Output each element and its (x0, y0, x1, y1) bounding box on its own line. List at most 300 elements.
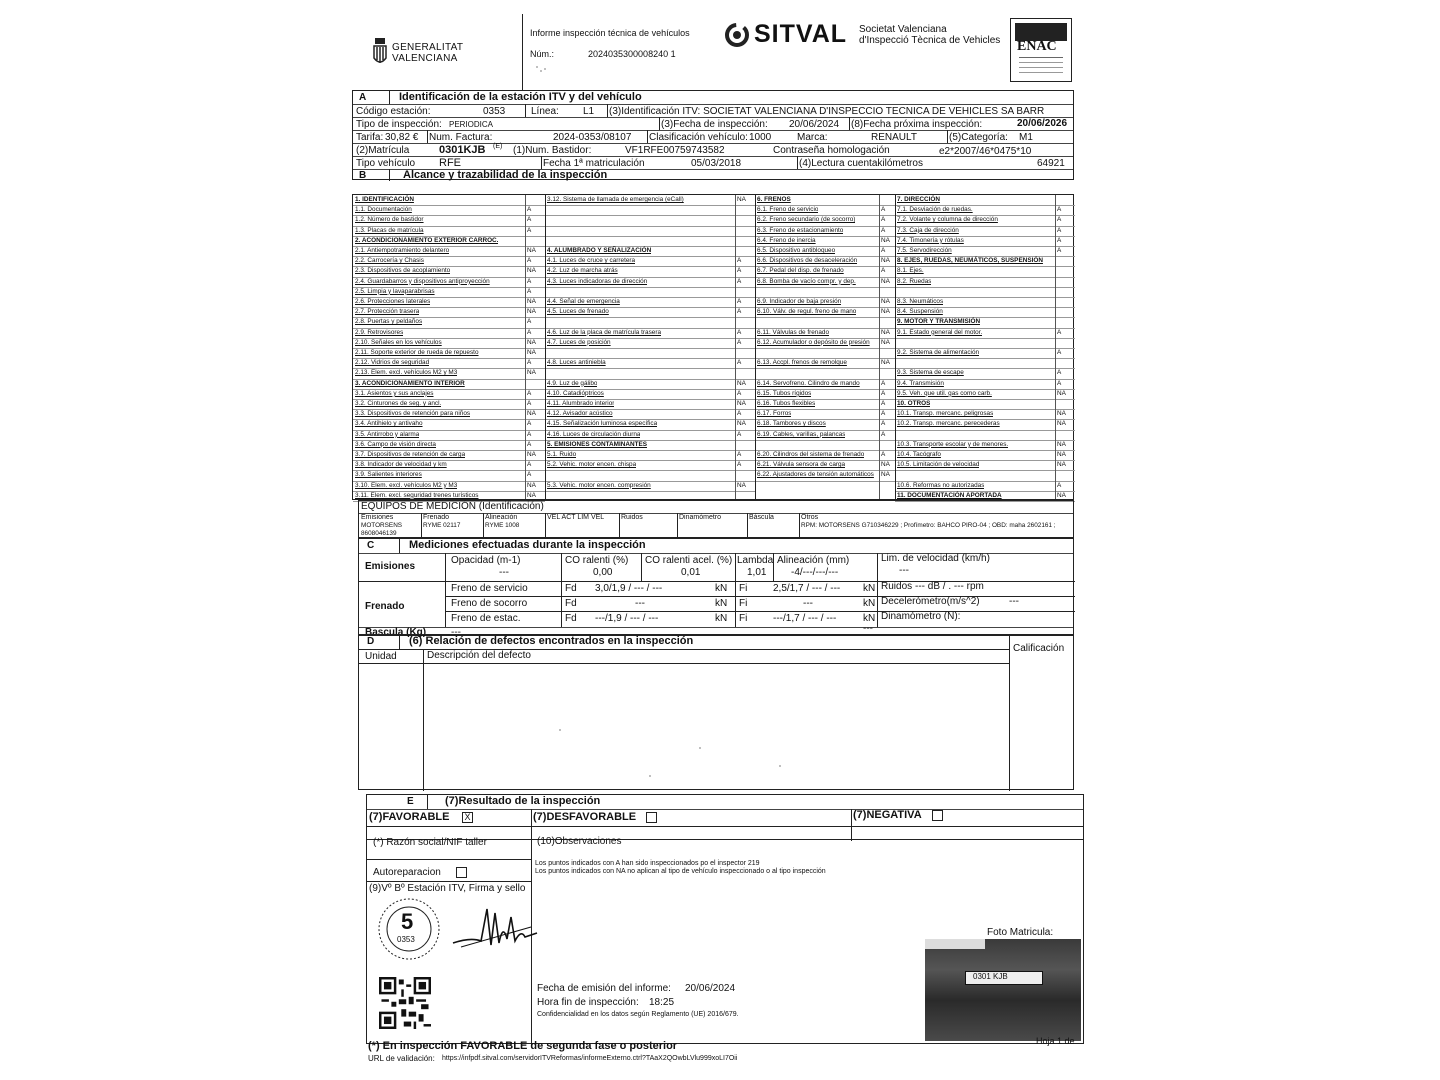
tipo-inspeccion: PERIODICA (449, 120, 494, 129)
checklist-item-label: 6.3. Freno de estacionamiento (757, 226, 844, 234)
checklist-item-label: 10.3. Transporte escolar y de menores. (897, 440, 1009, 448)
checklist-item-status: A (527, 471, 532, 479)
clasificacion-label: Clasificación vehículo: (649, 132, 748, 143)
checklist-item-label: 6.9. Indicador de baja presión (757, 298, 842, 305)
razon-social-label: (*) Razón social/NIF taller (373, 837, 487, 848)
checklist-item-status: A (881, 389, 886, 397)
checklist-item-label: 2.4. Guardabarros y dispositivos antiproyección (355, 277, 490, 285)
fecha-matriculacion-label: Fecha 1ª matriculación (543, 158, 645, 169)
favorable-checkbox[interactable]: X (462, 812, 473, 823)
checklist-item-status: A (881, 226, 886, 234)
checklist-status-divider (525, 195, 526, 499)
checklist-item-status: NA (527, 410, 536, 418)
fecha-emision: 20/06/2024 (685, 983, 736, 994)
checklist-item-status: A (737, 410, 742, 418)
categoria-label: (5)Categoría: (949, 132, 1008, 143)
checklist-item-label: 6.2. Freno secundario (de socorro) (757, 216, 856, 224)
checklist-col-2 (545, 195, 755, 499)
checklist-item-label: 3.6. Campo de visión directa (355, 440, 436, 448)
confidencialidad-note: Confidencialidad en los datos según Reglamento (UE) 2016/679. (537, 1011, 739, 1018)
section-a-title: Identificación de la estación ITV y del vehículo (399, 91, 642, 103)
checklist-item-status: A (881, 379, 886, 387)
codigo-estacion-label: Código estación: (356, 106, 431, 117)
checklist-item-label: 1.1. Documentación (355, 206, 412, 214)
checklist-column-divider (895, 195, 896, 499)
checklist-item-label: 3.4. Antihielo y antivaho (355, 420, 423, 428)
checklist-item-status: NA (1057, 420, 1066, 428)
checklist-row-line (545, 236, 755, 237)
freno-servicio-fd: 3,0/1,9 / --- / --- (595, 583, 663, 594)
checklist-item-status: A (527, 257, 532, 265)
checklist-row-line (545, 215, 755, 216)
checklist-item-status: A (527, 287, 532, 295)
generalitat-emblem-icon (372, 36, 388, 68)
checklist-item-label: 4.11. Alumbrado interior (547, 400, 615, 407)
stamp-code: 0353 (397, 935, 415, 944)
report-number: 2024035300008240 1 (588, 49, 676, 59)
checklist-item-status: A (1057, 349, 1062, 356)
equipos-emisiones-value-1: MOTORSENS (361, 522, 403, 529)
checklist-item-label: 2.3. Dispositivos de acoplamiento (355, 267, 451, 275)
checklist-item-status: A (1057, 216, 1062, 224)
section-c (358, 538, 1074, 636)
freno-estac-fi-unit: kN (863, 613, 876, 624)
freno-estac-fd-unit: kN (715, 613, 728, 624)
tipo-vehiculo: RFE (439, 157, 461, 169)
checklist-item-label: 3.12. Sistema de llamada de emergencia (eCall) (547, 196, 684, 203)
checklist-item-label: 10.4. Tacógrafo (897, 451, 941, 458)
lim-velocidad-label: Lim. de velocidad (km/h) (881, 553, 990, 564)
sitval-name-line2: d'Inspecció Tècnica de Vehicles (859, 35, 1001, 46)
defectos-descripcion-label: Descripción del defecto (427, 650, 531, 661)
tipo-vehiculo-label: Tipo vehículo (356, 158, 416, 169)
opacidad-label: Opacidad (m-1) (451, 555, 521, 566)
generalitat-name-line2: VALENCIANA (392, 53, 458, 64)
checklist-item-label: 4.5. Luces de frenado (547, 308, 609, 316)
checklist-item-label: 3.7. Dispositivos de retención de carga (355, 451, 466, 458)
vb-label: (9)Vº Bº Estación ITV, Firma y sello (369, 883, 526, 894)
checklist-item-status: A (1057, 247, 1062, 254)
checklist-item-status: A (737, 277, 742, 285)
generalitat-logo (372, 36, 492, 70)
freno-socorro-fi: --- (803, 598, 813, 609)
ruidos: --- dB / . --- rpm (915, 581, 984, 592)
checklist-item-status: A (881, 247, 886, 254)
checklist-item-label: 2.9. Retrovisores (355, 328, 404, 336)
checklist-item-label: 10.5. Limitación de velocidad (897, 461, 980, 469)
checklist-item-status: NA (1057, 410, 1066, 418)
ruidos-label: Ruidos (881, 581, 913, 592)
checklist-item-status: NA (1057, 451, 1066, 458)
checklist-col-3 (755, 195, 895, 499)
generalitat-name-line1: GENERALITAT (392, 42, 464, 53)
alineacion: -4/---/---/--- (791, 567, 839, 578)
equipos-title: EQUIPOS DE MEDICIÓN (Identificación) (361, 501, 544, 512)
checklist-item-label: 6.22. Ajustadores de tensión automáticos (757, 471, 874, 479)
checklist-item-status: NA (881, 338, 890, 346)
checklist-item-status: NA (881, 461, 890, 469)
checklist-item-status: NA (881, 277, 890, 285)
checklist-item-status: NA (881, 308, 890, 316)
checklist-item-label: 6.16. Tubos flexibles (757, 400, 816, 407)
checklist-item-label: 4.16. Luces de circulación diurna (547, 430, 641, 438)
freno-servicio-label: Freno de servicio (451, 583, 528, 594)
equipos-emisiones-value-2: 8608046139 (361, 530, 397, 537)
checklist-item-status: NA (527, 267, 536, 275)
autoreparacion-checkbox[interactable] (456, 867, 467, 878)
observaciones-label: (10)Observaciones (537, 836, 622, 847)
equipos-alineacion-value: RYME 1008 (485, 522, 520, 529)
linea-label: Línea: (531, 106, 559, 117)
equipos-otros-label: Otros (801, 514, 819, 521)
checklist-item-label: 5.3. Vehic. motor encen. compresión (547, 481, 651, 489)
equipos-medicion (358, 500, 1074, 538)
checklist-item-status: A (737, 430, 742, 438)
checklist-item-label: 9.4. Transmisión (897, 379, 944, 387)
observaciones-line2: Los puntos indicados con NA no aplican al tipo de vehículo inspeccionado o al tipo inspección (535, 868, 826, 875)
checklist-item-label: 8.1. Ejes. (897, 267, 924, 275)
checklist-row-line (755, 481, 895, 482)
categoria: M1 (1019, 132, 1033, 143)
checklist-item-status: NA (527, 491, 536, 499)
plate-photo (925, 939, 1081, 1041)
checklist-item-label: 6.20. Cilindros del sistema de frenado (757, 451, 865, 458)
bastidor: VF1RFE00759743582 (625, 145, 725, 156)
tarifa: 30,82 € (385, 132, 419, 143)
checklist-status-divider (735, 195, 736, 499)
checklist-item-label: 2.7. Protección trasera (355, 308, 420, 316)
checklist-item-status: A (881, 420, 886, 428)
marca-label: Marca: (797, 132, 828, 143)
page-number: Hoja 1 de (1036, 1036, 1075, 1046)
freno-servicio-fd-unit: kN (715, 583, 728, 594)
checklist-item-label: 6.4. Freno de inercia (757, 236, 816, 244)
lambda-label: Lambda (737, 555, 774, 566)
freno-estac-label: Freno de estac. (451, 613, 521, 624)
checklist-item-label: 4. ALUMBRADO Y SEÑALIZACIÓN (547, 247, 652, 254)
signature-icon (451, 903, 541, 953)
checklist-row-line (755, 368, 895, 369)
checklist-item-label: 4.7. Luces de posición (547, 338, 611, 346)
checklist-item-status: A (881, 430, 886, 438)
checklist-item-label: 6.13. Accpl. frenos de remolque (757, 359, 847, 367)
bascula: --- (451, 627, 461, 638)
checklist-item-label: 6. FRENOS (757, 196, 791, 203)
freno-socorro-label: Freno de socorro (451, 598, 528, 609)
contrasena: e2*2007/46*0475*10 (939, 146, 1032, 157)
frenado-label: Frenado (365, 601, 405, 612)
checklist-status-divider (1055, 195, 1056, 499)
checklist-item-status: A (527, 430, 532, 438)
checklist-item-label: 3. ACONDICIONAMIENTO INTERIOR (355, 379, 465, 387)
checklist-item-status: NA (527, 298, 536, 305)
checklist-item-status: A (737, 451, 742, 458)
checklist-item-status: NA (881, 471, 890, 479)
checklist-item-label: 7.4. Timonería y rótulas (897, 236, 964, 244)
section-a-letter: A (359, 92, 367, 103)
checklist-item-status: A (527, 216, 532, 224)
checklist-item-label: 5.2. Vehic. motor encen. chispa (547, 461, 637, 469)
clasificacion: 1000 (749, 132, 772, 143)
alineacion-label: Alineación (mm) (777, 555, 850, 566)
matricula-suffix: (E) (493, 143, 503, 150)
freno-socorro-fd-unit: kN (715, 598, 728, 609)
checklist-item-label: 2.8. Puertas y peldaños (355, 318, 423, 326)
qr-code-icon (379, 977, 431, 1029)
checklist-item-label: 3.5. Antirrobo y alarma (355, 430, 420, 438)
foto-matricula-label: Foto Matricula: (987, 927, 1054, 938)
checklist-item-label: 7. DIRECCIÓN (897, 196, 940, 203)
checklist-item-status: NA (881, 359, 890, 367)
checklist-item-status: NA (881, 236, 890, 244)
checklist-item-label: 7.3. Caja de dirección (897, 226, 959, 234)
checklist-item-label: 6.8. Bomba de vacío compr. y dep. (757, 277, 856, 285)
inspection-report-page (348, 14, 1086, 1066)
checklist-item-label: 8.4. Suspensión (897, 308, 943, 316)
plate-photo-text: 0301 KJB (973, 972, 1008, 981)
freno-socorro-fi-unit: kN (863, 598, 876, 609)
checklist-item-label: 4.3. Luces indicadoras de dirección (547, 277, 648, 285)
checklist-item-label: 6.18. Tambores y discos (757, 420, 826, 428)
fecha-matriculacion: 05/03/2018 (691, 158, 742, 169)
report-number-label: Núm.: (530, 49, 555, 59)
desfavorable-checkbox[interactable] (646, 812, 657, 823)
tarifa-label: Tarifa: (356, 132, 384, 143)
checklist-item-status: NA (737, 420, 746, 428)
checklist-item-status: A (527, 440, 532, 448)
checklist-row-line (545, 205, 755, 206)
hora-fin-label: Hora fin de inspección: (537, 997, 639, 1008)
checklist-row-line (545, 317, 755, 318)
checklist-item-label: 5. EMISIONES CONTAMINANTES (547, 440, 648, 448)
section-e-title: (7)Resultado de la inspección (445, 795, 601, 807)
checklist-item-label: 2.10. Señales en los vehículos (355, 338, 442, 346)
fecha-inspeccion-label: (3)Fecha de inspección: (661, 119, 768, 130)
checklist-item-label: 2.12. Vidrios de seguridad (355, 359, 430, 367)
emisiones-label: Emisiones (365, 561, 416, 572)
checklist-row-line (895, 358, 1075, 359)
checklist-item-label: 10.1. Transp. mercanc. peligrosas (897, 410, 994, 418)
checklist-item-label: 3.1. Asientos y sus anclajes (355, 389, 434, 397)
checklist-item-status: A (737, 267, 742, 275)
section-b-title: Alcance y trazabilidad de la inspección (403, 169, 608, 181)
checklist-item-status: NA (1057, 491, 1066, 499)
checklist-item-status: NA (737, 379, 746, 387)
identificacion-itv: (3)Identificación ITV: SOCIETAT VALENCIANA D'INSPECCIO TECNICA DE VEHICLES SA BARR (609, 106, 1045, 117)
section-d-letter: D (367, 636, 375, 647)
checklist-item-label: 10. OTROS (897, 400, 931, 407)
num-factura-label: Num. Factura: (429, 132, 493, 143)
checklist-item-label: 8. EJES, RUEDAS, NEUMÁTICOS, SUSPENSIÓN (897, 257, 1043, 265)
checklist-row-line (895, 287, 1075, 288)
checklist-item-label: 4.9. Luz de gálibo (547, 379, 598, 387)
checklist-item-label: 2.6. Protecciones laterales (355, 298, 431, 305)
observaciones-line1: Los puntos indicados con A han sido inspeccionados po el inspector 219 (535, 860, 760, 867)
freno-socorro-fd: --- (635, 598, 645, 609)
checklist-row-line (545, 368, 755, 369)
checklist-item-status: A (527, 318, 532, 326)
checklist-item-status: A (1057, 328, 1062, 336)
checklist-item-status: A (527, 461, 532, 469)
tipo-inspeccion-label: Tipo de inspección: (356, 119, 442, 130)
decelerometro-label: Decelerómetro(m/s^2) (881, 596, 980, 607)
equipos-vel-label: VEL ACT LIM VEL (547, 514, 605, 521)
checklist-item-status: NA (527, 451, 536, 458)
checklist-item-label: 10.2. Transp. mercanc. perecederas (897, 420, 1000, 428)
bascula-label: Bascula (Kg) (365, 627, 427, 638)
checklist-item-status: NA (527, 349, 536, 356)
checklist-item-status: NA (527, 369, 536, 377)
checklist-item-status: A (527, 359, 532, 367)
negativa-label: (7)NEGATIVA (853, 809, 922, 821)
codigo-estacion: 0353 (483, 106, 506, 117)
negativa-checkbox[interactable] (932, 810, 943, 821)
checklist-item-status: A (1057, 369, 1062, 377)
contrasena-label: Contraseña homologación (773, 145, 890, 156)
equipos-otros-value: RPM: MOTORSENS G710346229 ; Profímetro: BAHCO PIRO-04 ; OBD: maha 2602161 ; (801, 522, 1056, 529)
checklist-item-label: 1.3. Placas de matrícula (355, 226, 424, 234)
section-b-grid (352, 194, 1074, 500)
bastidor-label: (1)Num. Bastidor: (513, 145, 592, 156)
checklist-item-status: NA (881, 298, 890, 305)
matricula: 0301KJB (439, 144, 486, 156)
checklist-item-label: 4.8. Luces antiniebla (547, 359, 606, 367)
freno-estac-fd-label: Fd (565, 613, 577, 624)
marca: RENAULT (871, 132, 917, 143)
report-title: Informe inspección técnica de vehículos (530, 28, 690, 38)
checklist-row-line (545, 470, 755, 471)
equipos-frenado-label: Frenado (423, 514, 450, 521)
checklist-item-status: NA (881, 257, 890, 265)
checklist-row-line (895, 430, 1075, 431)
defectos-calificacion-label: Calificación (1013, 643, 1065, 654)
freno-estac-fi-label: Fi (739, 613, 748, 624)
checklist-column-divider (545, 195, 546, 499)
checklist-item-status: NA (881, 328, 890, 336)
freno-servicio-fi-unit: kN (863, 583, 876, 594)
checklist-item-label: 8.3. Neumáticos (897, 298, 944, 305)
checklist-item-status: A (881, 216, 886, 224)
equipos-frenado-value: RYME 02117 (423, 522, 461, 529)
checklist-item-label: 3.11. Elem. excl. seguridad trenes turísticos (355, 491, 479, 499)
checklist-item-label: 6.10. Válv. de regul. freno de mano (757, 308, 857, 316)
checklist-item-status: A (881, 206, 886, 214)
equipos-bascula-label: Báscula (749, 514, 774, 521)
lambda: 1,01 (747, 567, 767, 578)
freno-servicio-fd-label: Fd (565, 583, 577, 594)
sitval-ring-icon (724, 22, 750, 48)
checklist-item-label: 4.2. Luz de marcha atrás (547, 267, 618, 275)
checklist-row-line (895, 470, 1075, 471)
checklist-item-status: A (1057, 379, 1062, 387)
checklist-item-status: A (527, 206, 532, 214)
checklist-item-label: 9.1. Estado general del motor. (897, 328, 983, 336)
checklist-item-label: 4.10. Catadióptricos (547, 389, 604, 397)
checklist-item-label: 3.3. Dispositivos de retención para niños (355, 410, 471, 418)
section-b-letter: B (359, 170, 367, 181)
section-c-title: Mediciones efectuadas durante la inspección (409, 539, 646, 551)
stamp-number: 5 (401, 909, 414, 934)
checklist-item-label: 6.19. Cables, varillas, palancas (757, 430, 846, 438)
validation-url-label: URL de validación: (368, 1054, 435, 1063)
checklist-item-status: NA (527, 247, 536, 254)
checklist-item-label: 3.9. Salientes interiores (355, 471, 422, 479)
proxima-inspeccion: 20/06/2026 (1017, 118, 1068, 129)
equipos-dinamometro-label: Dinamómetro (679, 514, 722, 521)
checklist-row-line (545, 450, 755, 451)
checklist-item-label: 2.1. Antiempotramiento delantero (355, 247, 450, 254)
checklist-item-status: A (737, 389, 742, 397)
linea: L1 (583, 106, 595, 117)
checklist-item-status: NA (527, 338, 536, 346)
section-a (352, 90, 1074, 180)
checklist-row-line (545, 287, 755, 288)
dinamometro-label: Dinamómetro (N): (881, 611, 961, 622)
checklist-item-status: NA (1057, 440, 1066, 448)
checklist-item-label: 10.6. Reformas no autorizadas (897, 481, 985, 489)
checklist-item-status: A (527, 389, 532, 397)
checklist-item-status: A (737, 338, 742, 346)
checklist-item-label: 8.2. Ruedas (897, 277, 932, 285)
checklist-item-label: 6.15. Tubos rígidos (757, 389, 812, 397)
checklist-item-label: 6.11. Válvulas de frenado (757, 328, 830, 336)
checklist-row-line (755, 440, 895, 441)
section-e-body (366, 826, 1084, 1044)
validation-url-link[interactable]: https://infpdf.sitval.com/servidorITVReformas/informeExterno.ctrl?TAaX2QOwbLVlu999xoLI7Oii (442, 1055, 738, 1062)
freno-estac-fi: ---/1,7 / --- / --- (773, 613, 837, 624)
checklist-item-status: A (1057, 481, 1062, 489)
checklist-item-label: 2.2. Carrocería y Chasis (355, 257, 424, 265)
freno-estac-fd: ---/1,9 / --- / --- (595, 613, 659, 624)
checklist-item-label: 6.21. Válvula sensora de carga (757, 461, 846, 469)
num-factura: 2024-0353/08107 (553, 132, 632, 143)
checklist-item-status: A (737, 359, 742, 367)
equipos-ruidos-label: Ruidos (621, 514, 643, 521)
checklist-item-status: A (527, 420, 532, 428)
checklist-item-label: 6.17. Forros (757, 410, 792, 418)
co-ralenti: 0,00 (593, 567, 613, 578)
checklist-item-label: 9.5. Veh. que util. gas como carb. (897, 389, 992, 397)
checklist-item-label: 2.13. Elem. excl. vehículos M2 y M3 (355, 369, 458, 377)
checklist-item-status: NA (737, 481, 746, 489)
decelerometro: --- (1009, 596, 1019, 607)
checklist-item-status: A (737, 308, 742, 316)
sitval-wordmark: SITVAL (754, 20, 848, 48)
checklist-row-line (895, 338, 1075, 339)
extra-dash: --- (863, 623, 873, 634)
checklist-item-label: 3.2. Cinturones de seg. y ancl. (355, 400, 442, 407)
checklist-item-label: 4.6. Luz de la placa de matrícula trasera (547, 328, 662, 336)
checklist-col-4 (895, 195, 1075, 499)
fecha-emision-label: Fecha de emisión del informe: (537, 983, 671, 994)
freno-servicio-fi: 2,5/1,7 / --- / --- (773, 583, 841, 594)
checklist-item-label: 1. IDENTIFICACIÓN (355, 196, 414, 203)
checklist-item-label: 1.2. Número de bastidor (355, 216, 424, 224)
checklist-item-status: NA (737, 196, 746, 203)
checklist-item-label: 2. ACONDICIONAMIENTO EXTERIOR CARROC. (355, 236, 499, 244)
equipos-alineacion-label: Alineación (485, 514, 518, 521)
checklist-item-label: 6.12. Acumulador o depósito de presión (757, 338, 870, 346)
freno-socorro-fi-label: Fi (739, 598, 748, 609)
checklist-item-label: 5.1. Ruido (547, 451, 577, 458)
opacidad: --- (499, 567, 509, 578)
co-acel-label: CO ralenti acel. (%) (645, 555, 733, 566)
checklist-item-label: 9.3. Sistema de escape (897, 369, 964, 377)
fecha-inspeccion: 20/06/2024 (789, 119, 840, 130)
checklist-item-status: A (527, 277, 532, 285)
cuentakilometros-label: (4)Lectura cuentakilómetros (799, 158, 923, 169)
checklist-item-label: 6.7. Pedal del disp. de frenado (757, 267, 844, 275)
